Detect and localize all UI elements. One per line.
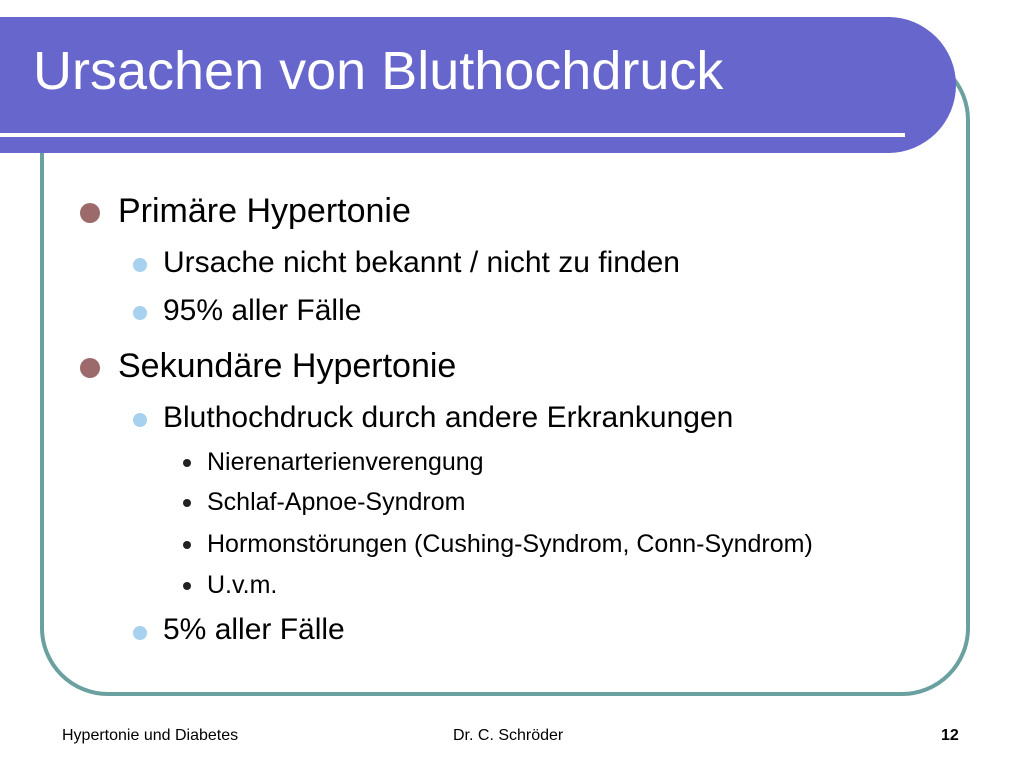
bullet-level2-icon bbox=[133, 258, 147, 272]
bullet-item-5-prozent: 5% aller Fälle bbox=[163, 613, 345, 646]
bullet-item-uvm: U.v.m. bbox=[207, 571, 278, 599]
bullet-item-schlaf-apnoe: Schlaf-Apnoe-Syndrom bbox=[207, 488, 466, 516]
bullet-level2-icon bbox=[133, 626, 147, 640]
footer-page-number: 12 bbox=[941, 727, 959, 744]
bullet-level1-icon bbox=[80, 203, 100, 223]
bullet-level1-icon bbox=[80, 358, 100, 378]
footer-presentation-title: Hypertonie und Diabetes bbox=[62, 727, 239, 744]
bullet-item-hormonstoerungen: Hormonstörungen (Cushing-Syndrom, Conn-Syndrom) bbox=[207, 530, 813, 558]
bullet-item-95-prozent: 95% aller Fälle bbox=[163, 294, 362, 327]
bullet-item-nierenarterienverengung: Nierenarterienverengung bbox=[207, 448, 484, 476]
bullet-level2-icon bbox=[133, 306, 147, 320]
bullet-item-andere-erkrankungen: Bluthochdruck durch andere Erkrankungen bbox=[163, 401, 734, 434]
bullet-level3-icon bbox=[183, 459, 191, 467]
bullet-level2-icon bbox=[133, 413, 147, 427]
bullet-level3-icon bbox=[183, 582, 191, 590]
bullet-item-primaere-hypertonie: Primäre Hypertonie bbox=[118, 192, 411, 230]
bullet-level3-icon bbox=[183, 541, 191, 549]
slide-title: Ursachen von Bluthochdruck bbox=[33, 41, 724, 101]
bullet-item-sekundaere-hypertonie: Sekundäre Hypertonie bbox=[118, 347, 457, 385]
footer-author: Dr. C. Schröder bbox=[453, 727, 564, 744]
bullet-level3-icon bbox=[183, 499, 191, 507]
bullet-item-ursache-unbekannt: Ursache nicht bekannt / nicht zu finden bbox=[163, 246, 680, 279]
